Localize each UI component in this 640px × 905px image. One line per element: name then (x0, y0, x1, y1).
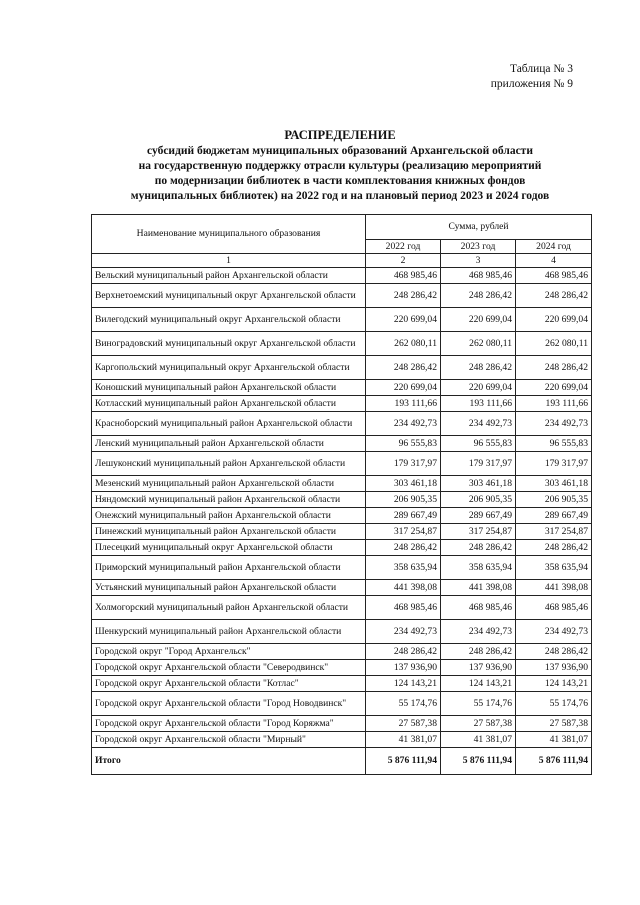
municipality-name: Пинежский муниципальный район Архангельской области (92, 524, 366, 540)
amount-cell: 358 635,94 (366, 556, 441, 580)
amount-cell: 317 254,87 (441, 524, 516, 540)
amount-cell: 206 905,35 (366, 492, 441, 508)
table-row (92, 492, 592, 508)
table-header-row (92, 215, 592, 240)
amount-cell: 248 286,42 (366, 540, 441, 556)
amount-cell: 220 699,04 (441, 380, 516, 396)
amount-cell: 317 254,87 (516, 524, 592, 540)
municipality-name: Ленский муниципальный район Архангельской области (92, 436, 366, 452)
column-number: 2 (366, 254, 441, 268)
amount-cell: 55 174,76 (366, 692, 441, 716)
amount-cell: 468 985,46 (441, 596, 516, 620)
column-header-year: 2024 год (516, 240, 592, 254)
table-row (92, 412, 592, 436)
amount-cell: 220 699,04 (516, 380, 592, 396)
amount-cell: 27 587,38 (516, 716, 592, 732)
table-row (92, 644, 592, 660)
amount-cell: 303 461,18 (516, 476, 592, 492)
table-row (92, 580, 592, 596)
amount-cell: 248 286,42 (441, 356, 516, 380)
table-row (92, 676, 592, 692)
heading-line: по модернизации библиотек в части комплектования книжных фондов (154, 175, 526, 187)
municipality-name: Верхнетоемский муниципальный округ Архангельской области (92, 284, 366, 308)
document-title: РАСПРЕДЕЛЕНИЕ (284, 128, 396, 142)
table-row (92, 268, 592, 284)
municipality-name: Виноградовский муниципальный округ Архангельской области (92, 332, 366, 356)
municipality-name: Вилегодский муниципальный округ Архангельской области (92, 308, 366, 332)
amount-cell: 468 985,46 (366, 268, 441, 284)
amount-cell: 206 905,35 (516, 492, 592, 508)
amount-cell: 220 699,04 (516, 308, 592, 332)
amount-cell: 179 317,97 (516, 452, 592, 476)
amount-cell: 289 667,49 (441, 508, 516, 524)
amount-cell: 248 286,42 (366, 284, 441, 308)
amount-cell: 248 286,42 (441, 284, 516, 308)
total-row (92, 748, 592, 775)
amount-cell: 468 985,46 (516, 596, 592, 620)
amount-cell: 179 317,97 (366, 452, 441, 476)
table-row (92, 524, 592, 540)
municipality-name: Коношский муниципальный район Архангельской области (92, 380, 366, 396)
municipality-name: Вельский муниципальный район Архангельской области (92, 268, 366, 284)
heading-line: муниципальных библиотек) на 2022 год и на плановый период 2023 и 2024 годов (130, 190, 550, 202)
municipality-name: Городской округ Архангельской области "Город Коряжма" (92, 716, 366, 732)
amount-cell: 303 461,18 (366, 476, 441, 492)
amount-cell: 27 587,38 (441, 716, 516, 732)
table-row (92, 308, 592, 332)
municipality-name: Городской округ Архангельской области "Северодвинск" (92, 660, 366, 676)
table-row (92, 436, 592, 452)
table-row (92, 692, 592, 716)
amount-cell: 468 985,46 (441, 268, 516, 284)
amount-cell: 193 111,66 (516, 396, 592, 412)
table-row (92, 452, 592, 476)
amount-cell: 441 398,08 (516, 580, 592, 596)
column-number-row (92, 254, 592, 268)
amount-cell: 234 492,73 (441, 412, 516, 436)
column-header-name: Наименование муниципального образования (92, 215, 366, 254)
municipality-name: Плесецкий муниципальный округ Архангельской области (92, 540, 366, 556)
document-heading (60, 128, 620, 204)
table-row (92, 732, 592, 748)
amount-cell: 441 398,08 (441, 580, 516, 596)
table-row (92, 660, 592, 676)
municipality-name: Онежский муниципальный район Архангельской области (92, 508, 366, 524)
amount-cell: 137 936,90 (516, 660, 592, 676)
amount-cell: 289 667,49 (366, 508, 441, 524)
amount-cell: 248 286,42 (441, 540, 516, 556)
amount-cell: 137 936,90 (441, 660, 516, 676)
amount-cell: 193 111,66 (366, 396, 441, 412)
column-header-year: 2022 год (366, 240, 441, 254)
column-number: 1 (92, 254, 366, 268)
amount-cell: 234 492,73 (516, 412, 592, 436)
total-amount: 5 876 111,94 (366, 748, 441, 775)
amount-cell: 124 143,21 (366, 676, 441, 692)
amount-cell: 41 381,07 (366, 732, 441, 748)
amount-cell: 96 555,83 (516, 436, 592, 452)
amount-cell: 262 080,11 (516, 332, 592, 356)
municipality-name: Красноборский муниципальный район Архангельской области (92, 412, 366, 436)
amount-cell: 248 286,42 (441, 644, 516, 660)
amount-cell: 220 699,04 (441, 308, 516, 332)
amount-cell: 289 667,49 (516, 508, 592, 524)
municipality-name: Няндомский муниципальный район Архангельской области (92, 492, 366, 508)
column-header-year: 2023 год (441, 240, 516, 254)
amount-cell: 358 635,94 (441, 556, 516, 580)
municipality-name: Городской округ Архангельской области "Мирный" (92, 732, 366, 748)
municipality-name: Шенкурский муниципальный район Архангельской области (92, 620, 366, 644)
table-row (92, 396, 592, 412)
table-number: Таблица № 3 (509, 63, 573, 75)
table-row (92, 476, 592, 492)
amount-cell: 262 080,11 (441, 332, 516, 356)
amount-cell: 234 492,73 (366, 620, 441, 644)
table-row (92, 284, 592, 308)
amount-cell: 96 555,83 (366, 436, 441, 452)
total-label: Итого (92, 748, 366, 775)
amount-cell: 234 492,73 (441, 620, 516, 644)
amount-cell: 220 699,04 (366, 380, 441, 396)
municipality-name: Приморский муниципальный район Архангельской области (92, 556, 366, 580)
amount-cell: 317 254,87 (366, 524, 441, 540)
amount-cell: 206 905,35 (441, 492, 516, 508)
amount-cell: 441 398,08 (366, 580, 441, 596)
table-row (92, 596, 592, 620)
total-amount: 5 876 111,94 (516, 748, 592, 775)
amount-cell: 303 461,18 (441, 476, 516, 492)
amount-cell: 137 936,90 (366, 660, 441, 676)
heading-line: на государственную поддержку отрасли культуры (реализацию мероприятий (138, 160, 542, 172)
amount-cell: 55 174,76 (516, 692, 592, 716)
table-row (92, 716, 592, 732)
amount-cell: 262 080,11 (366, 332, 441, 356)
amount-cell: 179 317,97 (441, 452, 516, 476)
municipality-name: Холмогорский муниципальный район Архангельской области (92, 596, 366, 620)
municipality-name: Мезенский муниципальный район Архангельской области (92, 476, 366, 492)
amount-cell: 234 492,73 (516, 620, 592, 644)
table-row (92, 508, 592, 524)
amount-cell: 248 286,42 (516, 540, 592, 556)
municipality-name: Городской округ Архангельской области "Котлас" (92, 676, 366, 692)
amount-cell: 468 985,46 (516, 268, 592, 284)
table-row (92, 356, 592, 380)
amount-cell: 124 143,21 (441, 676, 516, 692)
distribution-table (91, 214, 592, 775)
table-row (92, 380, 592, 396)
amount-cell: 248 286,42 (366, 356, 441, 380)
municipality-name: Каргопольский муниципальный округ Архангельской области (92, 356, 366, 380)
amount-cell: 124 143,21 (516, 676, 592, 692)
amount-cell: 96 555,83 (441, 436, 516, 452)
table-row (92, 556, 592, 580)
amount-cell: 41 381,07 (441, 732, 516, 748)
amount-cell: 234 492,73 (366, 412, 441, 436)
amount-cell: 41 381,07 (516, 732, 592, 748)
table-row (92, 540, 592, 556)
amount-cell: 468 985,46 (366, 596, 441, 620)
amount-cell: 248 286,42 (366, 644, 441, 660)
municipality-name: Городской округ "Город Архангельск" (92, 644, 366, 660)
amount-cell: 248 286,42 (516, 284, 592, 308)
municipality-name: Городской округ Архангельской области "Город Новодвинск" (92, 692, 366, 716)
amount-cell: 248 286,42 (516, 356, 592, 380)
amount-cell: 55 174,76 (441, 692, 516, 716)
amount-cell: 248 286,42 (516, 644, 592, 660)
municipality-name: Лешуконский муниципальный район Архангельской области (92, 452, 366, 476)
total-amount: 5 876 111,94 (441, 748, 516, 775)
municipality-name: Устьянский муниципальный район Архангельской области (92, 580, 366, 596)
column-header-sum: Сумма, рублей (366, 215, 592, 240)
heading-line: субсидий бюджетам муниципальных образований Архангельской области (147, 145, 533, 157)
table-row (92, 332, 592, 356)
amount-cell: 193 111,66 (441, 396, 516, 412)
amount-cell: 220 699,04 (366, 308, 441, 332)
amount-cell: 358 635,94 (516, 556, 592, 580)
appendix-note (491, 62, 573, 92)
column-number: 4 (516, 254, 592, 268)
municipality-name: Котласский муниципальный район Архангельской области (92, 396, 366, 412)
appendix-number: приложения № 9 (490, 78, 573, 90)
table-row (92, 620, 592, 644)
amount-cell: 27 587,38 (366, 716, 441, 732)
column-number: 3 (441, 254, 516, 268)
